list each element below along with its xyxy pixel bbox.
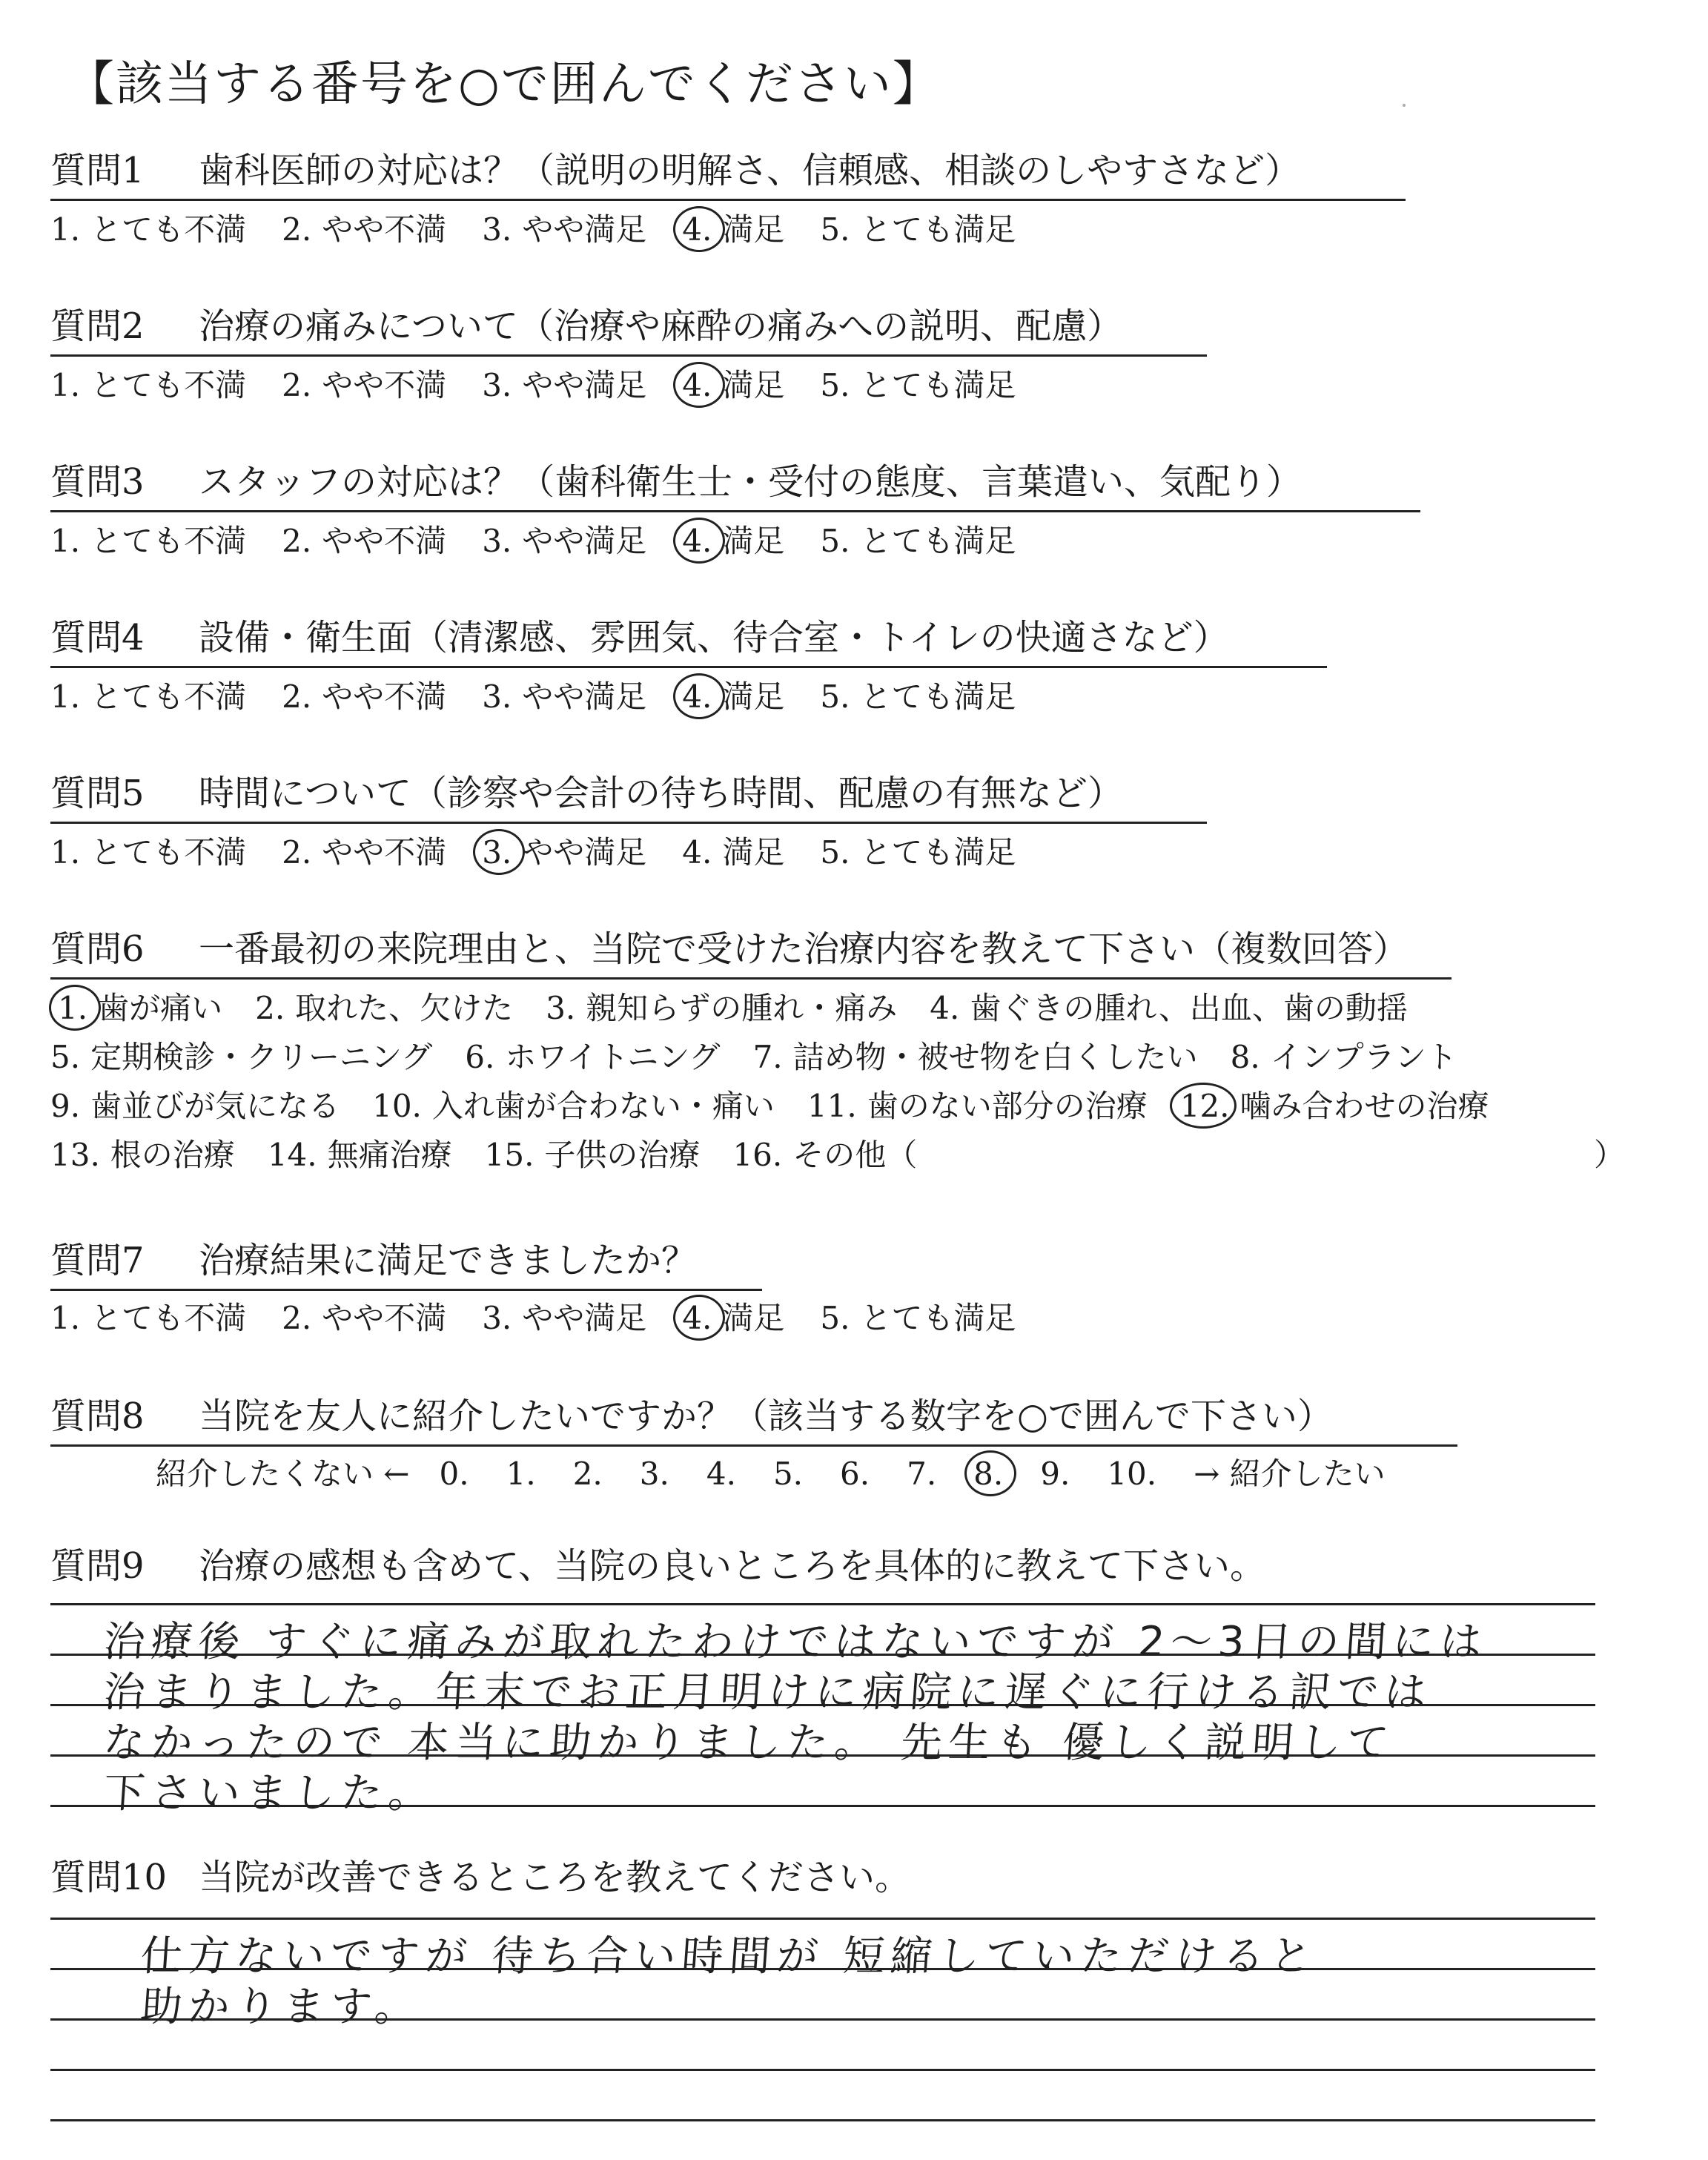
option-number: 10.	[372, 1088, 422, 1124]
handdrawn-circle-mark	[964, 1450, 1016, 1496]
option-number: 3.	[639, 1456, 669, 1492]
question-underline	[50, 666, 1327, 668]
option-row	[50, 1087, 1522, 1126]
option-number: 1.	[50, 523, 81, 559]
question-number: 質問3	[50, 461, 145, 503]
answer-option	[706, 1455, 747, 1493]
question-number: 質問9	[50, 1545, 145, 1587]
option-number: 6.	[840, 1456, 870, 1492]
option-number: 3.	[482, 367, 512, 403]
handdrawn-circle-mark	[673, 362, 725, 408]
handdrawn-circle-mark	[673, 1295, 725, 1341]
answer-option	[840, 1455, 880, 1493]
option-label: 満足	[722, 678, 785, 715]
answer-option	[485, 1136, 701, 1175]
question-1	[50, 148, 1300, 193]
option-number: 2.	[282, 678, 312, 715]
question-number: 質問10	[50, 1857, 168, 1898]
answer-option	[50, 366, 246, 405]
answer-option	[282, 678, 446, 716]
question-text: 当院が改善できるところを教えてください。	[199, 1857, 911, 1898]
option-label: やや不満	[322, 834, 447, 871]
handdrawn-circle-mark	[473, 829, 525, 875]
option-number: 4.	[682, 1300, 712, 1336]
option-number: 1.	[50, 834, 81, 871]
option-label: やや満足	[522, 367, 647, 403]
option-number: 5.	[772, 1456, 804, 1492]
option-number: 3.	[482, 1300, 512, 1336]
question-number: 質問6	[50, 928, 145, 970]
ruled-line	[50, 1603, 1595, 1605]
options-q5	[50, 833, 1051, 872]
option-label: やや不満	[322, 211, 447, 248]
option-number: 11.	[807, 1088, 857, 1124]
answer-option	[546, 989, 897, 1028]
answer-option	[50, 211, 246, 249]
question-2	[50, 304, 1122, 349]
question-text: 時間について（診察や会計の待ち時間、配慮の有無など）	[199, 773, 1124, 814]
option-label: 親知らずの腫れ・痛み	[586, 990, 898, 1026]
question-number: 質問1	[50, 150, 145, 191]
answer-option	[820, 211, 1016, 249]
answer-option	[1040, 1455, 1080, 1493]
answer-option	[573, 1455, 613, 1493]
option-label: とても不満	[90, 367, 247, 403]
answer-option	[682, 678, 784, 716]
answer-option	[465, 1038, 720, 1077]
question-8	[50, 1394, 1333, 1439]
answer-option	[682, 522, 784, 561]
option-number: 4.	[682, 834, 712, 871]
answer-option	[753, 1038, 1198, 1077]
answer-option	[482, 366, 646, 405]
options-q7	[50, 1299, 1051, 1338]
handdrawn-circle-mark	[673, 673, 725, 719]
option-label: とても不満	[90, 1300, 247, 1336]
option-number: 1.	[506, 1456, 536, 1492]
option-label: 無痛治療	[327, 1137, 452, 1173]
option-label: とても不満	[90, 678, 247, 715]
question-text: 治療の感想も含めて、当院の良いところを具体的に教えて下さい。	[199, 1545, 1266, 1587]
options-q1	[50, 211, 1051, 249]
answer-option	[50, 522, 246, 561]
question-9	[50, 1544, 1265, 1588]
question-10	[50, 1855, 910, 1900]
answer-option	[820, 678, 1016, 716]
ruled-line	[50, 1918, 1595, 1920]
option-number: 3.	[482, 678, 512, 715]
question-number: 質問4	[50, 617, 145, 658]
options-q2	[50, 366, 1051, 405]
answer-option	[282, 522, 446, 561]
question-text: 治療結果に満足できましたか？	[199, 1240, 698, 1281]
handwritten-answer-line: 治まりました。年末でお正月明けに病院に遅ぐに行ける訳では	[102, 1668, 1434, 1717]
option-label: 入れ歯が合わない・痛い	[431, 1088, 775, 1124]
answer-option	[732, 1136, 917, 1175]
question-underline	[50, 822, 1207, 824]
option-number: 5.	[820, 834, 850, 871]
option-label: ホワイトニング	[505, 1039, 721, 1075]
option-number: 9.	[1040, 1456, 1070, 1492]
option-label: やや不満	[322, 678, 447, 715]
option-row	[50, 1136, 950, 1175]
answer-option	[820, 366, 1016, 405]
option-label: 定期検診・クリーニング	[90, 1039, 433, 1075]
option-label: 詰め物・被せ物を白くしたい	[792, 1039, 1198, 1075]
answer-option	[506, 1455, 546, 1493]
answer-option	[482, 678, 646, 716]
question-text: 治療の痛みについて（治療や麻酔の痛みへの説明、配慮）	[199, 305, 1123, 347]
option-number: 1.	[50, 1300, 81, 1336]
other-close-paren: ）	[1594, 1137, 1626, 1173]
option-number: 7.	[752, 1039, 783, 1075]
option-label: 歯並びが気になる	[90, 1088, 340, 1124]
option-label: とても満足	[860, 523, 1016, 559]
option-number: 8.	[1230, 1039, 1260, 1075]
options-q4	[50, 678, 1051, 716]
option-number: 12.	[1179, 1088, 1230, 1124]
option-number: 4.	[682, 678, 712, 715]
question-underline	[50, 1444, 1457, 1447]
option-number: 8.	[973, 1456, 1004, 1492]
answer-option	[820, 833, 1016, 872]
answer-option	[1231, 1038, 1457, 1077]
option-number: 5.	[820, 367, 850, 403]
option-label: 歯が痛い	[98, 990, 223, 1026]
handdrawn-circle-mark	[49, 985, 101, 1031]
option-label: 取れた、欠けた	[295, 990, 514, 1026]
option-number: 5.	[820, 1300, 850, 1336]
option-label: やや不満	[322, 367, 447, 403]
handdrawn-circle-mark	[1170, 1083, 1237, 1129]
handwritten-answer-line: 治療後 すぐに痛みが取れたわけではないですが 2〜3日の間には	[102, 1618, 1489, 1666]
option-number: 1.	[58, 990, 88, 1026]
option-number: 4.	[930, 990, 960, 1026]
question-text: 当院を友人に紹介したいですか？（該当する数字を○で囲んで下さい）	[199, 1396, 1333, 1437]
option-number: 5.	[820, 523, 850, 559]
answer-option	[482, 833, 646, 872]
answer-option	[820, 522, 1016, 561]
option-number: 1.	[50, 678, 81, 715]
option-number: 4.	[682, 523, 712, 559]
answer-option	[682, 366, 784, 405]
option-row	[58, 989, 1440, 1028]
option-label: その他（	[792, 1137, 918, 1173]
answer-option	[58, 989, 222, 1028]
option-number: 9.	[50, 1088, 81, 1124]
answer-option	[282, 1299, 446, 1338]
answer-option	[807, 1087, 1148, 1126]
option-label: とても満足	[860, 678, 1016, 715]
options-q3	[50, 522, 1051, 561]
question-number: 質問7	[50, 1240, 145, 1281]
answer-option	[482, 522, 646, 561]
page-title: 【該当する番号を○で囲んでください】	[67, 57, 941, 112]
option-number: 2.	[282, 834, 312, 871]
options-q8	[156, 1455, 1386, 1493]
option-number: 3.	[482, 211, 512, 248]
handdrawn-circle-mark	[673, 518, 725, 564]
handwritten-answer-line: なかったので 本当に助かりました。 先生も 優しく説明して	[102, 1719, 1397, 1767]
answer-option	[907, 1455, 947, 1493]
question-4	[50, 615, 1229, 660]
option-number: 2.	[282, 211, 312, 248]
option-label: とても満足	[860, 367, 1016, 403]
option-label: 歯のない部分の治療	[867, 1088, 1148, 1124]
question-7	[50, 1238, 697, 1283]
option-number: 5.	[50, 1039, 81, 1075]
answer-option	[930, 989, 1408, 1028]
option-label: やや不満	[322, 523, 447, 559]
option-label: 子供の治療	[544, 1137, 701, 1173]
option-label: 満足	[722, 523, 785, 559]
answer-option	[50, 1038, 432, 1077]
answer-option	[50, 1087, 340, 1126]
option-label: とても満足	[860, 1300, 1016, 1336]
answer-option	[255, 989, 513, 1028]
handwritten-answer-line: 下さいました。	[102, 1769, 437, 1817]
option-label: やや不満	[322, 1300, 447, 1336]
option-number: 10.	[1107, 1456, 1157, 1492]
option-label: 満足	[722, 834, 785, 871]
option-number: 2.	[572, 1456, 603, 1492]
option-number: 2.	[255, 990, 285, 1026]
answer-option	[268, 1136, 452, 1175]
option-label: 歯ぐきの腫れ、出血、歯の動揺	[970, 990, 1408, 1026]
option-number: 6.	[465, 1039, 495, 1075]
answer-option	[50, 1136, 235, 1175]
option-label: やや満足	[522, 211, 647, 248]
question-text: 歯科医師の対応は？（説明の明解さ、信頼感、相談のしやすさなど）	[199, 150, 1301, 191]
option-label: とても不満	[90, 834, 247, 871]
option-label: 噛み合わせの治療	[1239, 1088, 1489, 1124]
question-number: 質問8	[50, 1396, 145, 1437]
option-label: やや満足	[522, 678, 647, 715]
answer-option	[282, 211, 446, 249]
option-label: やや満足	[522, 1300, 647, 1336]
question-underline	[50, 510, 1420, 512]
answer-option	[640, 1455, 680, 1493]
question-underline	[50, 1289, 762, 1291]
option-number: 5.	[820, 211, 850, 248]
option-number: 1.	[50, 211, 81, 248]
answer-option	[50, 678, 246, 716]
option-label: インプラント	[1270, 1039, 1457, 1075]
option-label: 満足	[722, 367, 785, 403]
option-number: 5.	[820, 678, 850, 715]
answer-option	[482, 211, 646, 249]
answer-option	[973, 1455, 1013, 1493]
option-number: 13.	[50, 1137, 100, 1173]
answer-option	[282, 833, 446, 872]
option-number: 0.	[439, 1456, 469, 1492]
question-5	[50, 771, 1123, 816]
answer-option	[50, 833, 246, 872]
handwritten-answer-line: 助かります。	[139, 1983, 424, 2031]
scale-left-label: 紹介したくない ←	[156, 1456, 410, 1492]
question-underline	[50, 199, 1406, 201]
question-3	[50, 460, 1302, 504]
option-number: 3.	[482, 523, 512, 559]
answer-option	[682, 1299, 784, 1338]
answer-option	[1180, 1087, 1489, 1126]
option-label: とても満足	[860, 834, 1016, 871]
option-number: 2.	[282, 367, 312, 403]
option-label: 満足	[722, 211, 785, 248]
option-number: 2.	[282, 523, 312, 559]
question-underline	[50, 354, 1207, 357]
answer-option	[440, 1455, 480, 1493]
option-label: とても不満	[90, 523, 247, 559]
answer-option	[50, 1299, 246, 1338]
option-number: 14.	[267, 1137, 317, 1173]
answer-option	[282, 366, 446, 405]
question-text: 設備・衛生面（清潔感、雰囲気、待合室・トイレの快適さなど）	[199, 617, 1229, 658]
question-text: 一番最初の来院理由と、当院で受けた治療内容を教えて下さい（複数回答）	[199, 928, 1409, 970]
answer-option	[682, 833, 784, 872]
question-underline	[50, 977, 1452, 980]
option-number: 2.	[282, 1300, 312, 1336]
option-label: 満足	[722, 1300, 785, 1336]
question-text: スタッフの対応は？（歯科衛生士・受付の態度、言葉遣い、気配り）	[199, 461, 1302, 503]
option-label: やや満足	[522, 523, 647, 559]
ruled-line	[50, 2119, 1595, 2121]
scan-speck	[1403, 104, 1406, 107]
option-row	[50, 1038, 1490, 1077]
option-number: 3.	[482, 834, 512, 871]
option-label: やや満足	[522, 834, 647, 871]
question-6	[50, 927, 1409, 971]
answer-option	[372, 1087, 775, 1126]
answer-option	[682, 211, 784, 249]
option-number: 1.	[50, 367, 81, 403]
option-number: 4.	[706, 1456, 736, 1492]
answer-option	[773, 1455, 813, 1493]
handdrawn-circle-mark	[673, 206, 725, 252]
scale-right-label: → 紹介したい	[1194, 1456, 1386, 1492]
option-number: 4.	[682, 211, 712, 248]
option-label: 根の治療	[110, 1137, 235, 1173]
option-number: 16.	[732, 1137, 783, 1173]
option-number: 3.	[546, 990, 576, 1026]
question-number: 質問5	[50, 773, 145, 814]
question-number: 質問2	[50, 305, 145, 347]
answer-option	[820, 1299, 1016, 1338]
ruled-line	[50, 2069, 1595, 2071]
option-number: 7.	[907, 1456, 937, 1492]
handwritten-answer-line: 仕方ないですが 待ち合い時間が 短縮していただけると	[139, 1932, 1320, 1981]
answer-option	[1107, 1455, 1167, 1493]
option-label: とても不満	[90, 211, 247, 248]
option-label: とても満足	[860, 211, 1016, 248]
answer-option	[482, 1299, 646, 1338]
option-number: 4.	[682, 367, 712, 403]
option-number: 15.	[484, 1137, 534, 1173]
